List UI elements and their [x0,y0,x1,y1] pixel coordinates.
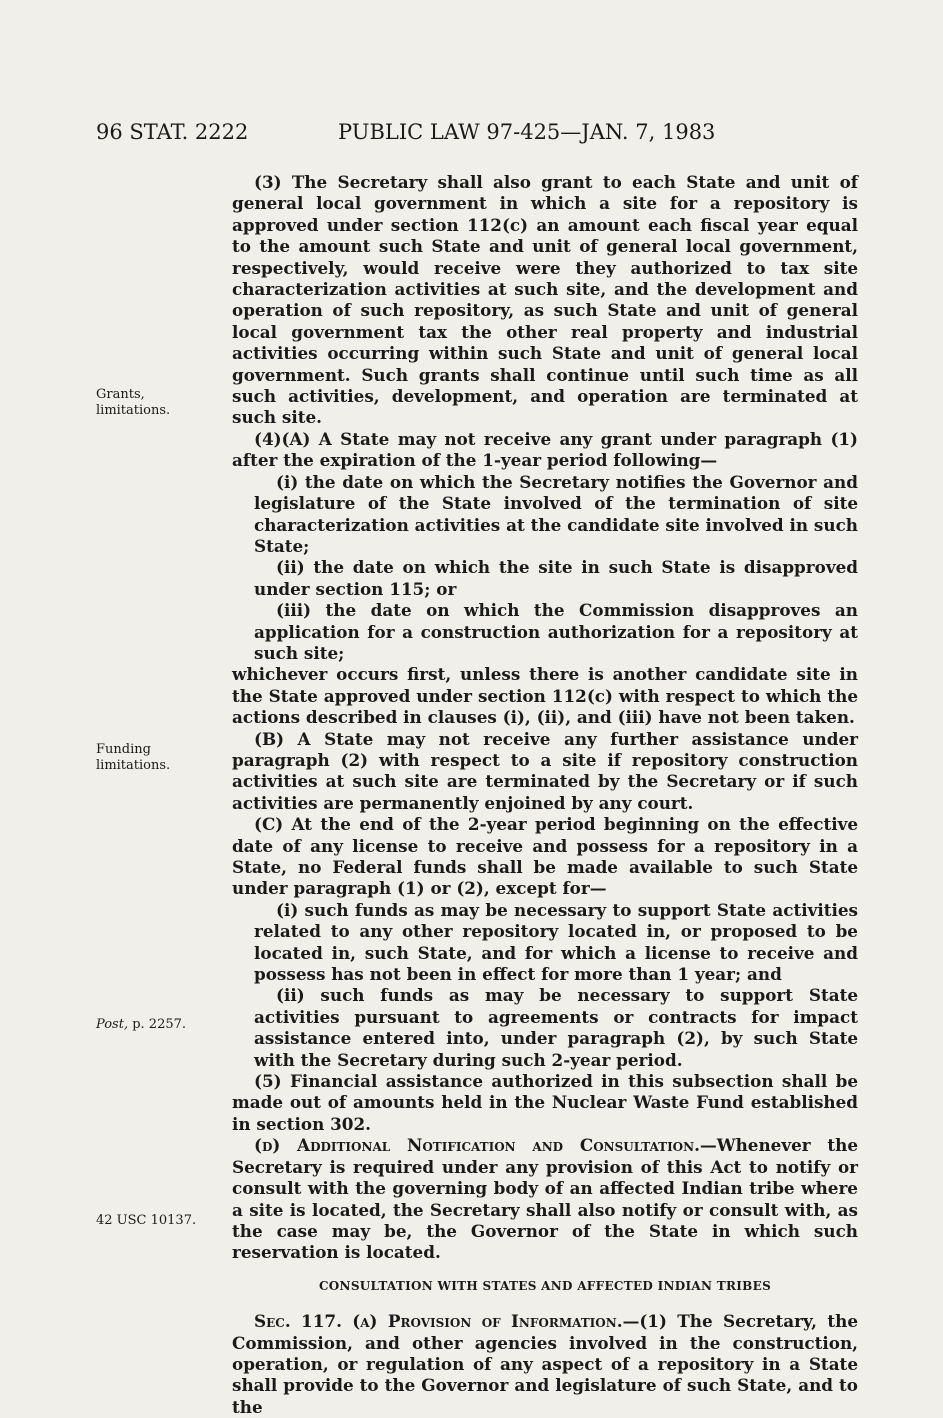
usc-citation: 42 USC 10137. [96,1213,197,1228]
stat-page-number: 96 STAT. 2222 [96,120,249,144]
paragraph-4b: (B) A State may not receive any further assistance under paragraph (2) with respect to a site if repository construction activities at such site are terminated by the Secretary or if such activities are permanently enjoined by any court. [232,728,858,813]
margin-note-grants [96,387,206,419]
margin-note-line: Funding [96,742,151,757]
paragraph-4a: (4)(A) A State may not receive any grant under paragraph (1) after the expiration of the 1-year period following— [232,428,858,471]
margin-note-line: limitations. [96,758,171,773]
clause-4a-i: (i) the date on which the Secretary notifies the Governor and legislature of the State involved of the termination of site characterization activities at the candidate site involved in such State; [254,471,858,556]
section-label: Sec. 117. [254,1311,342,1332]
statute-body [232,172,858,1418]
margin-note-line: Grants, [96,387,145,402]
clause-4a-ii: (ii) the date on which the site in such State is disapproved under section 115; or [254,557,858,599]
margin-note-post [96,1017,206,1033]
paragraph-3: (3) The Secretary shall also grant to each State and unit of general local government in which a site for a repository is approved under section 112(c) an amount each fiscal year equal to the amount such State and unit of general local government, respectively, would receive were they authorized to tax site characterization activities at such site, and the development and operation of such repository, as such State and unit of general local government tax the other real property and industrial activities occurring within such State and unit of general local government. Such grants shall continue until such time as all such activities, development, and operation are terminated at such site. [232,172,858,428]
margin-note-funding [96,742,206,774]
clause-4c-ii: (ii) such funds as may be necessary to support State activities pursuant to agreements or contracts for impact assistance entered into, under paragraph (2), by such State with the Secretary during such 2-year period. [254,985,858,1070]
section-117-body: —(1) The Secretary, the Commission, and other agencies involved in the construction, operation, or regulation of any aspect of a repository in a State shall provide to the Governor and legislature of such State, and to the [232,1311,859,1417]
margin-note-usc [96,1213,206,1229]
section-117 [232,1311,858,1418]
paragraph-4c: (C) At the end of the 2-year period beginning on the effective date of any license to receive and possess for a repository in a State, no Federal funds shall be made available to such State under paragraph (1) or (2), except for— [232,814,858,899]
subsection-d-body: —Whenever the Secretary is required under any provision of this Act to notify or consult with the governing body of an affected Indian tribe where a site is located, the Secretary shall also notify or consult with, as the case may be, the Governor of the State in which such reservation is located. [232,1135,859,1263]
section-117-heading: (a) Provision of Information. [341,1311,623,1332]
subsection-d-heading: (d) Additional Notification and Consultation. [254,1135,700,1156]
margin-note-post-italic: Post, [96,1017,129,1032]
running-title: PUBLIC LAW 97-425—JAN. 7, 1983 [338,120,716,144]
paragraph-4a-tail: whichever occurs first, unless there is another candidate site in the State approved under section 112(c) with respect to which the actions described in clauses (i), (ii), and (iii) have not been taken. [232,664,858,728]
page-header [96,120,913,150]
margin-note-post-page: p. 2257. [128,1017,187,1032]
margin-note-line: limitations. [96,403,171,418]
clause-4c-i: (i) such funds as may be necessary to support State activities related to any other repository located in, or proposed to be located in, such State, and for which a license to receive and possess has not been in effect for more than 1 year; and [254,899,858,985]
paragraph-5: (5) Financial assistance authorized in this subsection shall be made out of amounts held in the Nuclear Waste Fund established in section 302. [232,1071,858,1134]
subsection-d [232,1135,858,1263]
clause-4a-iii: (iii) the date on which the Commission disapproves an application for a construction authorization for a repository at such site; [254,600,858,663]
section-subheading: CONSULTATION WITH STATES AND AFFECTED INDIAN TRIBES [318,1278,772,1293]
